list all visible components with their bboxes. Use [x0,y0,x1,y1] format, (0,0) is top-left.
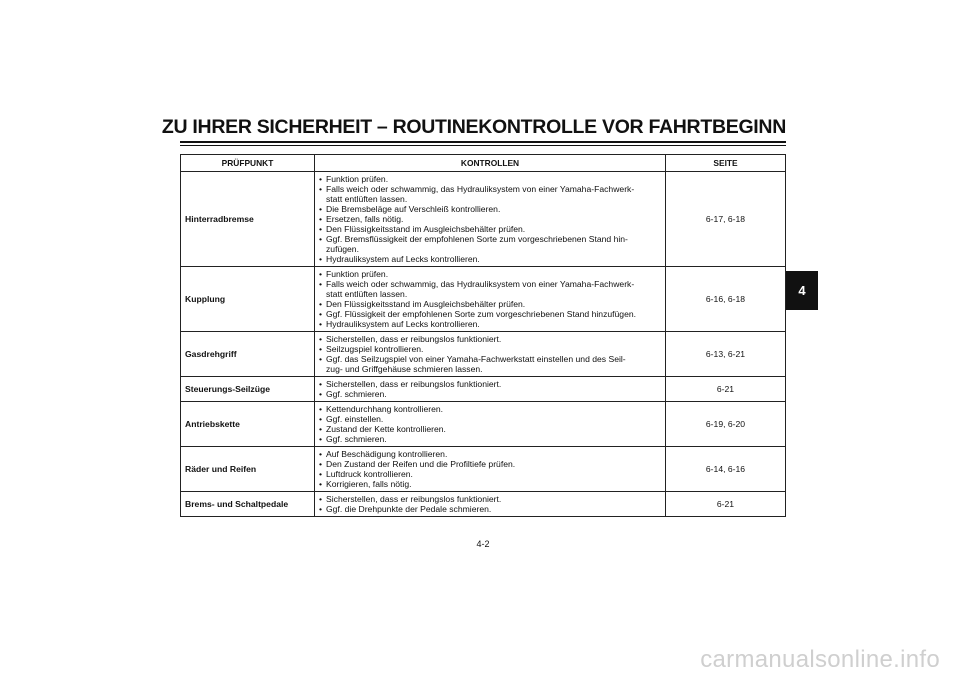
check-bullet: • Hydrauliksystem auf Lecks kontrollieren. [319,319,661,329]
check-item: Gasdrehgriff [181,332,315,377]
check-bullet: • Ggf. Flüssigkeit der empfohlenen Sorte zum vorgeschriebenen Stand hinzufügen. [319,309,661,319]
check-bullet: • Seilzugspiel kontrollieren. [319,344,661,354]
check-bullet: • Ggf. das Seilzugspiel von einer Yamaha-Fachwerkstatt einstellen und des Seil- zug- und Griffgehäuse schmieren lassen. [319,354,661,374]
check-bullet: • Hydrauliksystem auf Lecks kontrollieren. [319,254,661,264]
title-rule-thin [180,145,786,146]
check-item: Hinterradbremse [181,172,315,267]
check-bullet: • Luftdruck kontrollieren. [319,469,661,479]
section-tab: 4 [786,271,818,310]
check-bullet: • Ggf. schmieren. [319,434,661,444]
table-row [181,332,786,377]
watermark: carmanualsonline.info [700,646,940,673]
page-reference: 6-16, 6-18 [666,267,786,332]
table-row [181,447,786,492]
check-bullet: • Korrigieren, falls nötig. [319,479,661,489]
header-checks: KONTROLLEN [315,155,666,172]
header-page: SEITE [666,155,786,172]
check-bullet: • Funktion prüfen. [319,174,661,184]
check-bullet: • Die Bremsbeläge auf Verschleiß kontrollieren. [319,204,661,214]
check-table [180,154,786,517]
content-area [180,154,786,550]
page-title: ZU IHRER SICHERHEIT – ROUTINEKONTROLLE VOR FAHRTBEGINN [161,116,786,138]
check-item: Antriebskette [181,402,315,447]
check-list [315,492,666,517]
table-row [181,402,786,447]
page-reference: 6-21 [666,492,786,517]
table-row [181,267,786,332]
check-bullet: • Ggf. die Drehpunkte der Pedale schmieren. [319,504,661,514]
page-reference: 6-17, 6-18 [666,172,786,267]
check-item: Räder und Reifen [181,447,315,492]
check-bullet: • Falls weich oder schwammig, das Hydrauliksystem von einer Yamaha-Fachwerk- statt entlüften lassen. [319,184,661,204]
table-header-row [181,155,786,172]
check-bullet: • Den Zustand der Reifen und die Profiltiefe prüfen. [319,459,661,469]
check-bullet: • Funktion prüfen. [319,269,661,279]
title-rule [180,141,786,143]
check-bullet: • Zustand der Kette kontrollieren. [319,424,661,434]
table-row [181,377,786,402]
page-reference: 6-13, 6-21 [666,332,786,377]
check-list [315,447,666,492]
check-item: Brems- und Schaltpedale [181,492,315,517]
check-bullet: • Ersetzen, falls nötig. [319,214,661,224]
check-item: Kupplung [181,267,315,332]
check-list [315,402,666,447]
check-item: Steuerungs-Seilzüge [181,377,315,402]
check-list [315,172,666,267]
check-bullet: • Den Flüssigkeitsstand im Ausgleichsbehälter prüfen. [319,224,661,234]
table-row [181,172,786,267]
page-reference: 6-19, 6-20 [666,402,786,447]
header-item: PRÜFPUNKT [181,155,315,172]
check-bullet: • Auf Beschädigung kontrollieren. [319,449,661,459]
page-reference: 6-21 [666,377,786,402]
check-bullet: • Kettendurchhang kontrollieren. [319,404,661,414]
check-list [315,377,666,402]
table-row [181,492,786,517]
check-list [315,332,666,377]
check-bullet: • Sicherstellen, dass er reibungslos funktioniert. [319,379,661,389]
check-list [315,267,666,332]
check-bullet: • Falls weich oder schwammig, das Hydrauliksystem von einer Yamaha-Fachwerk- statt entlüften lassen. [319,279,661,299]
check-bullet: • Ggf. Bremsflüssigkeit der empfohlenen Sorte zum vorgeschriebenen Stand hin- zufügen. [319,234,661,254]
check-bullet: • Den Flüssigkeitsstand im Ausgleichsbehälter prüfen. [319,299,661,309]
check-bullet: • Sicherstellen, dass er reibungslos funktioniert. [319,494,661,504]
check-bullet: • Ggf. einstellen. [319,414,661,424]
check-bullet: • Ggf. schmieren. [319,389,661,399]
page-reference: 6-14, 6-16 [666,447,786,492]
page-number: 4-2 [476,539,490,549]
check-bullet: • Sicherstellen, dass er reibungslos funktioniert. [319,334,661,344]
